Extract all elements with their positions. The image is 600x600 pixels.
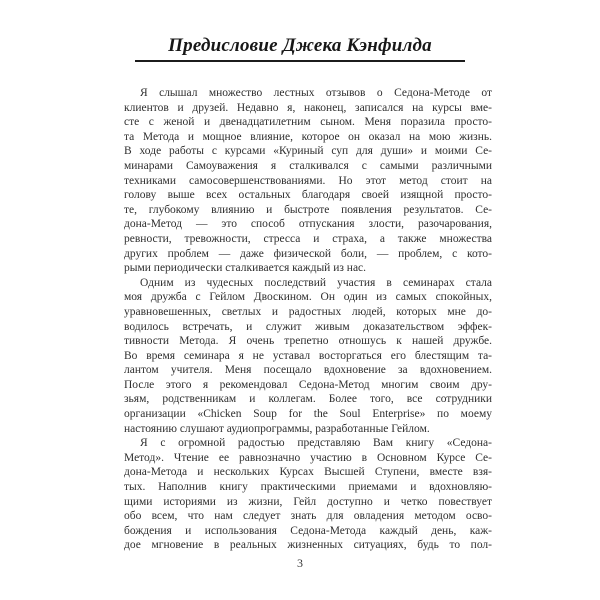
- text-line: дона-Метода и нескольких Курсах Высшей Ступени, вместе взя-: [124, 466, 492, 479]
- page-number: 3: [297, 556, 303, 570]
- text-line: Одним из чудесных последствий участия в семинарах стала: [140, 276, 492, 289]
- text-line: щими историями из жизни, Гейл доступно и четко повествует: [124, 495, 492, 508]
- text-line: водилось встречать, и служит живым доказательством эффек-: [124, 320, 492, 333]
- text-line: лантом учителя. Меня посещало вдохновение за вдохновением.: [124, 364, 492, 377]
- text-line: зьям, родственникам и коллегам. Более того, все сотрудники: [124, 393, 492, 406]
- text-line: минарами Самоуважения я сталкивался с самыми различными: [124, 159, 492, 172]
- text-line: тых. Наполнив книгу практическими приемами и вдохновляю-: [124, 481, 492, 494]
- text-line: Метод». Чтение ее равнозначно участию в Основном Курсе Се-: [124, 451, 492, 464]
- text-line: те, глубокому влиянию и быстроте появления результатов. Се-: [124, 203, 492, 216]
- text-line: дона-Метод — это способ отпускания злости, разочарования,: [124, 218, 492, 231]
- text-line: рыми периодически сталкивается каждый из нас.: [124, 262, 367, 275]
- text-line: тивности Метода. Я очень трепетно отношусь к нашей дружбе.: [124, 335, 492, 348]
- paragraph: [124, 86, 492, 276]
- text-line: В ходе работы с курсами «Куриный суп для души» и моими Се-: [124, 145, 492, 158]
- chapter-title: Предисловие Джека Кэнфилда: [168, 35, 432, 56]
- text-line: других проблем — даже физической боли, — проблем, с кото-: [124, 247, 492, 260]
- text-line: уравновешенных, светлых и радостных людей, которых мне до-: [124, 305, 492, 318]
- paragraph: [124, 276, 492, 437]
- text-line: Во время семинара я не уставал восторгаться его блестящим та-: [124, 349, 492, 362]
- text-line: обо всем, что нам следует знать для овладения методом осво-: [124, 510, 492, 523]
- text-line: дое мгновение в реальных жизненных ситуациях, будь то пол-: [124, 539, 492, 552]
- text-line: моя дружба с Гейлом Двоскином. Он один из самых спокойных,: [124, 291, 492, 304]
- text-line: та Метода и мощное влияние, которое он оказал на мою жизнь.: [124, 130, 492, 143]
- text-line: ревности, тревожности, стресса и страха, а также множества: [124, 232, 492, 245]
- paragraph: [124, 436, 492, 553]
- chapter-header: [135, 35, 465, 62]
- text-line: настоянию слушают аудиопрограммы, разработанные Гейлом.: [124, 422, 430, 435]
- text-line: Я слышал множество лестных отзывов о Седона-Методе от: [140, 87, 492, 99]
- text-line: сте с женой и двенадцатилетним сыном. Меня поразила просто-: [124, 116, 492, 129]
- text-line: Я с огромной радостью представляю Вам книгу «Седона-: [140, 437, 492, 450]
- text-line: организации «Chicken Soup for the Soul Enterprise» по моему: [124, 408, 492, 421]
- text-line: голову выше всех остальных благодаря своей изящной просто-: [124, 189, 492, 202]
- text-line: клиентов и друзей. Недавно я, наконец, записался на курсы вме-: [124, 101, 492, 114]
- text-line: техниками самосовершенствованиями. Но этот метод стоит на: [124, 174, 492, 187]
- text-line: После этого я рекомендовал Седона-Метод многим своим дру-: [124, 378, 492, 391]
- body-text: [124, 86, 492, 553]
- text-line: бождения и использования Седона-Метода каждый день, каж-: [124, 524, 492, 537]
